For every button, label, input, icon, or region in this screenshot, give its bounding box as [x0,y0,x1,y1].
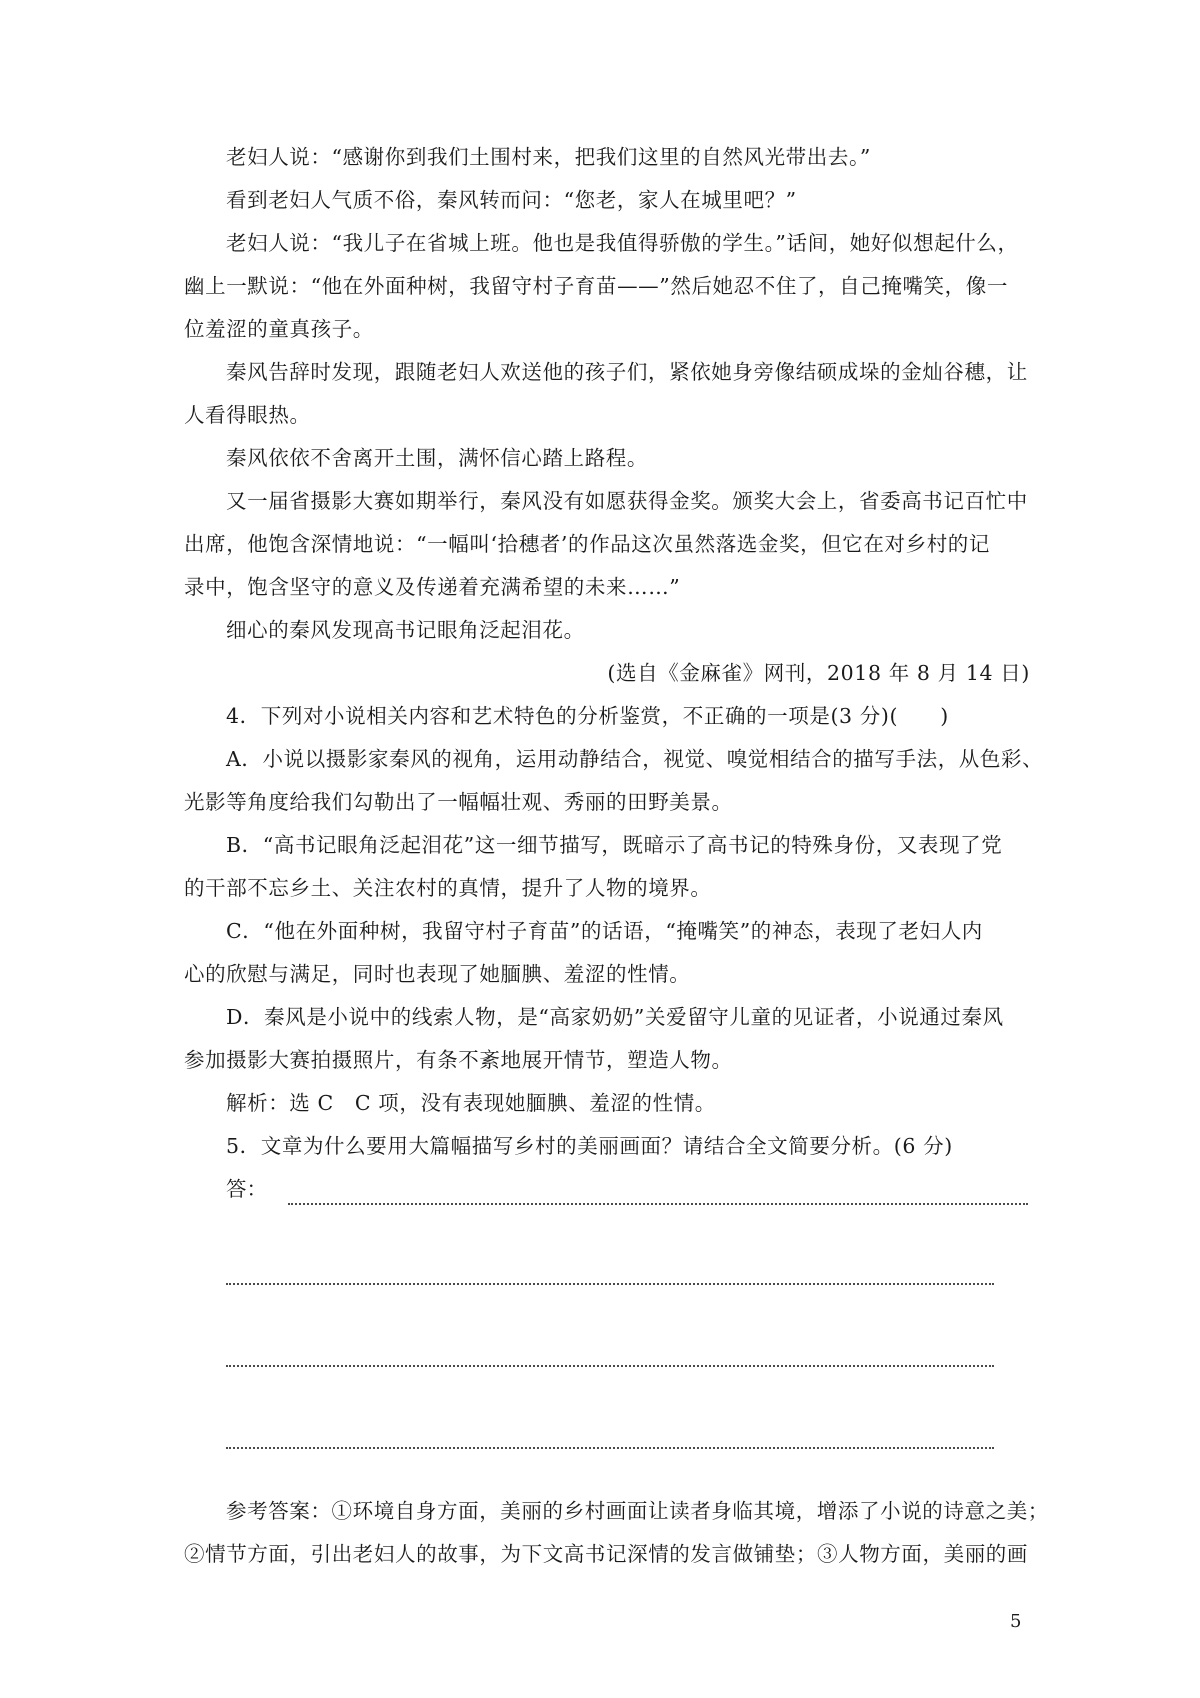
story-paragraph-4-line-2: 人看得眼热。 [184,403,311,427]
question-4-stem: 4．下列对小说相关内容和艺术特色的分析鉴赏，不正确的一项是(3 分)( ) [226,704,949,728]
question-4-option-b-line-1: B．“高书记眼角泛起泪花”这一细节描写，既暗示了高书记的特殊身份，又表现了党 [226,833,1003,857]
source-citation: (选自《金麻雀》网刊，2018 年 8 月 14 日) [607,661,1030,685]
reference-answer-line-2: ②情节方面，引出老妇人的故事，为下文高书记深情的发言做铺垫；③人物方面，美丽的画 [184,1542,1028,1566]
reference-answer-line-1: 参考答案：①环境自身方面，美丽的乡村画面让读者身临其境，增添了小说的诗意之美； [226,1499,1049,1523]
answer-line-2[interactable] [226,1283,994,1285]
story-paragraph-6-line-1: 又一届省摄影大赛如期举行，秦风没有如愿获得金奖。颁奖大会上，省委高书记百忙中 [226,489,1028,513]
story-paragraph-1: 老妇人说：“感谢你到我们土围村来，把我们这里的自然风光带出去。” [226,145,871,169]
story-paragraph-6-line-2: 出席，他饱含深情地说：“一幅叫‘拾穗者’的作品这次虽然落选金奖，但它在对乡村的记 [184,532,991,556]
answer-label: 答： [226,1177,267,1201]
story-paragraph-3-line-1: 老妇人说：“我儿子在省城上班。他也是我值得骄傲的学生。”话间，她好似想起什么， [226,231,1019,255]
story-paragraph-3-line-2: 幽上一默说：“他在外面种树，我留守村子育苗——”然后她忍不住了，自己掩嘴笑，像一 [184,274,1008,298]
question-4-option-d-line-2: 参加摄影大赛拍摄照片，有条不紊地展开情节，塑造人物。 [184,1048,733,1072]
answer-line-4[interactable] [226,1447,994,1449]
question-4-option-a-line-1: A．小说以摄影家秦风的视角，运用动静结合，视觉、嗅觉相结合的描写手法，从色彩、 [226,747,1044,771]
answer-line-3[interactable] [226,1365,994,1367]
question-4-option-c-line-1: C．“他在外面种树，我留守村子育苗”的话语，“掩嘴笑”的神态，表现了老妇人内 [226,919,983,943]
page-number: 5 [1010,1611,1022,1632]
question-4-option-d-line-1: D．秦风是小说中的线索人物，是“高家奶奶”关爱留守儿童的见证者，小说通过秦风 [226,1005,1004,1029]
question-4-analysis: 解析：选 C C 项，没有表现她腼腆、羞涩的性情。 [226,1091,716,1115]
story-paragraph-2: 看到老妇人气质不俗，秦风转而问：“您老，家人在城里吧？” [226,188,797,212]
story-paragraph-3-line-3: 位羞涩的童真孩子。 [184,317,374,341]
question-4-option-c-line-2: 心的欣慰与满足，同时也表现了她腼腆、羞涩的性情。 [184,962,691,986]
story-paragraph-7: 细心的秦风发现高书记眼角泛起泪花。 [226,618,585,642]
story-paragraph-4-line-1: 秦风告辞时发现，跟随老妇人欢送他的孩子们，紧依她身旁像结硕成垛的金灿谷穗，让 [226,360,1028,384]
story-paragraph-6-line-3: 录中，饱含坚守的意义及传递着充满希望的未来……” [184,575,681,599]
question-5-stem: 5．文章为什么要用大篇幅描写乡村的美丽画面？请结合全文简要分析。(6 分) [226,1134,953,1158]
answer-line-1[interactable] [288,1203,1028,1205]
story-paragraph-5: 秦风依依不舍离开土围，满怀信心踏上路程。 [226,446,648,470]
question-4-option-b-line-2: 的干部不忘乡土、关注农村的真情，提升了人物的境界。 [184,876,712,900]
question-4-option-a-line-2: 光影等角度给我们勾勒出了一幅幅壮观、秀丽的田野美景。 [184,790,733,814]
